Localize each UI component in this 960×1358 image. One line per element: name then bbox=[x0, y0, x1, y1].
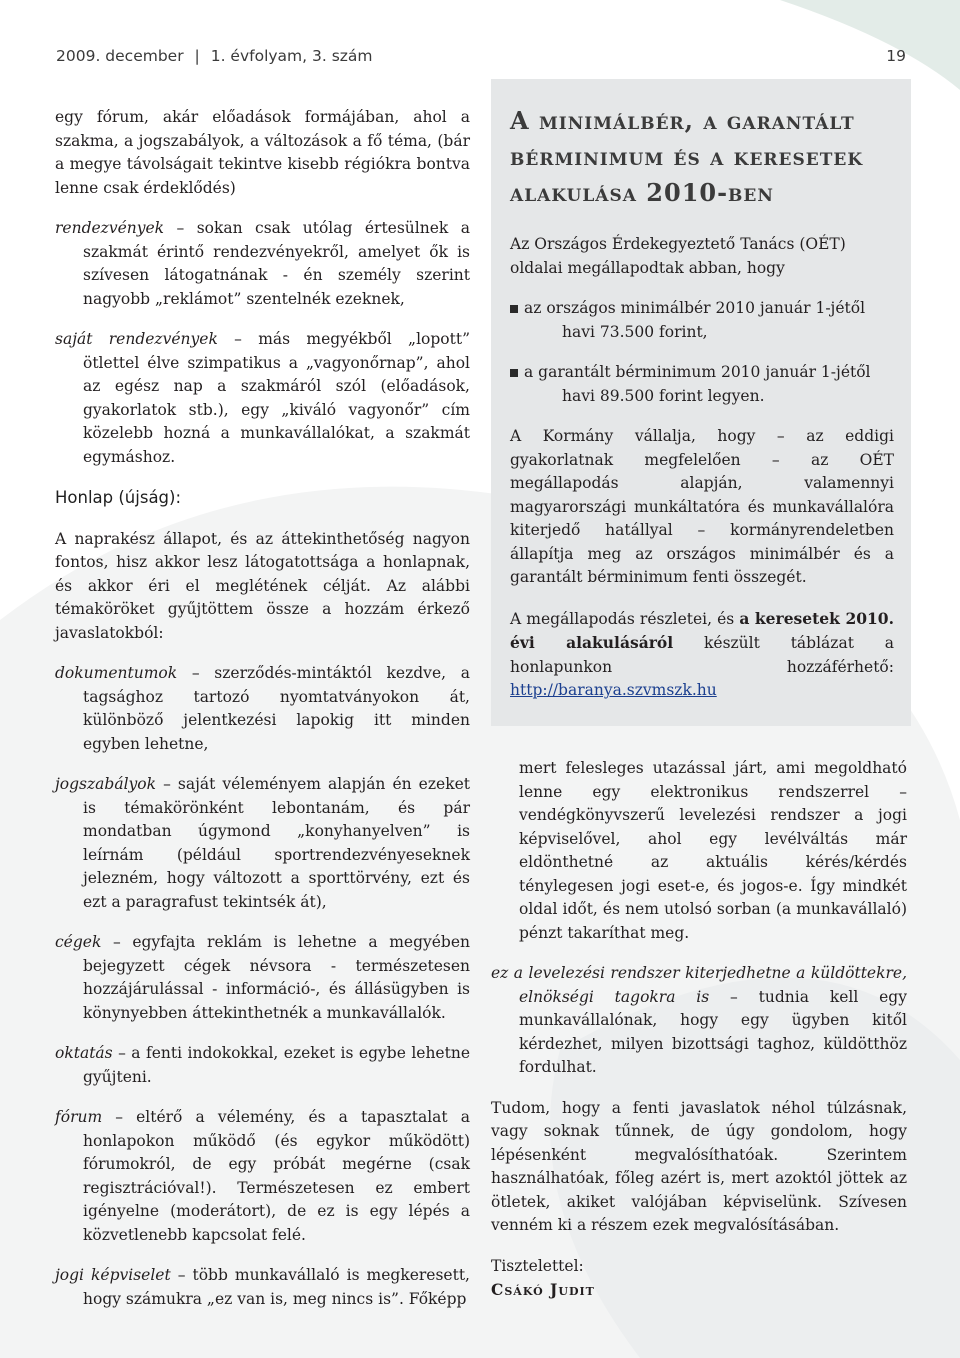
issue-info bbox=[56, 47, 373, 65]
item-term: oktatás bbox=[55, 1044, 113, 1062]
list-item bbox=[55, 217, 470, 311]
page-number: 19 bbox=[886, 47, 906, 65]
bullet-text-continued: havi 73.500 forint, bbox=[562, 322, 708, 341]
bullet-text: a garantált bérminimum 2010 január 1-jétől bbox=[524, 363, 871, 381]
closing-paragraph: Tudom, hogy a fenti javaslatok néhol túlzásnak, vagy soknak tűnnek, de úgy gondolom, hogy lépésenként megvalósíthatóak. Szerintem használhatóak, főleg azért is, mert azoktól jöttek az ötletek, akiket valójában képviselünk. Szívesen venném ki a részem ezek megvalósításában. bbox=[491, 1098, 907, 1234]
list-item bbox=[491, 962, 907, 1080]
box-title bbox=[510, 103, 894, 211]
box-intro: Az Országos Érdekegyeztető Tanács (OÉT) oldalai megállapodtak abban, hogy bbox=[510, 235, 846, 277]
item-term: jogszabályok bbox=[55, 775, 157, 793]
item-text: – eltérő a vélemény, és a tapasztalat a honlapokon működő (és egykor működött) fórumokról, de egy próbát megérne (csak regisztrációval!). Természetesen ez embert igényelne (moderátort), de ez is egy lépés a közvetlenebb kapcsolat felé. bbox=[83, 1108, 470, 1244]
item-term: jogi képviselet bbox=[55, 1266, 171, 1284]
box-paragraph: A Kormány vállalja, hogy – az eddigi gyakorlatnak megfelelően – az OÉT megállapodás alapján, valamennyi magyarországi munkáltatóra és munkavállalóra kiterjedő hatállyal – kormányrendeletben állapítja meg az országos minimálbér és a garantált bérminimum fenti összegét. bbox=[510, 427, 894, 586]
item-term: rendezvények bbox=[55, 219, 165, 237]
bullet-item bbox=[510, 297, 894, 344]
item-text: – több munkavállaló is megkeresett, hogy számukra „ez van is, meg nincs is”. Főképp bbox=[83, 1266, 470, 1308]
list-item bbox=[55, 328, 470, 469]
final-text-continued: készült táblázat a honlapunkon hozzáférhető: bbox=[510, 634, 895, 676]
item-text: – sokan csak utólag értesülnek a szakmát érintő rendezvényekről, amelyet ők is szívesen látogatnának - én személy szerint nagyobb „reklámot” szentelnék ezeknek, bbox=[83, 219, 470, 308]
item-term: ez a levelezési rendszer kiterjedhetne a küldöttekre, elnökségi tagokra is bbox=[491, 964, 907, 1006]
bullet-item bbox=[510, 361, 894, 408]
box-content bbox=[510, 103, 894, 720]
regards-text: Tisztelettel: bbox=[491, 1256, 584, 1275]
item-term: cégek bbox=[55, 933, 102, 951]
right-column bbox=[491, 757, 907, 1302]
final-text: A megállapodás részletei, és bbox=[510, 609, 740, 628]
list-item bbox=[55, 931, 470, 1025]
item-text: – tudnia kell egy munkavállalónak, hogy egy ügyben kitől kérdezhet, milyen bizottsági taghoz, küldötthöz fordulhat. bbox=[519, 987, 907, 1076]
issue-number: 1. évfolyam, 3. szám bbox=[210, 47, 373, 65]
continued-text: mert felesleges utazással járt, ami megoldható lenne egy elektronikus rendszerrel – vendégkönyvszerű levelezési rendszer a jogi képviselővel, ahol egy levélváltás már eldönthetné az aktuális kérés/kérdés ténylegesen jogi eset-e, és jogos-e. Így mindkét oldal időt, és nem utolsó sorban (a munkavállaló) pénzt takaríthat meg. bbox=[519, 759, 907, 942]
box-title-line: A minimálbér, a garantált bbox=[510, 106, 855, 135]
section-title: Honlap (újság): bbox=[55, 488, 182, 507]
left-column bbox=[55, 106, 470, 1328]
issue-date: 2009. december bbox=[56, 47, 184, 65]
square-bullet-icon bbox=[510, 369, 518, 377]
box-final-paragraph bbox=[510, 607, 894, 703]
minimum-wage-box bbox=[491, 79, 911, 726]
box-title-line: alakulása 2010-ben bbox=[510, 178, 774, 207]
list-item bbox=[55, 662, 470, 756]
list-item bbox=[55, 773, 470, 914]
page-header bbox=[56, 47, 906, 69]
square-bullet-icon bbox=[510, 305, 518, 313]
item-term: saját rendezvények bbox=[55, 330, 218, 348]
item-text: – saját véleményem alapján én ezeket is témakörönként lebontanám, és pár mondatban úgymond „konyhanyelven” is leírnám (például sportrendezvényeseknek jelezném, hogy változott a sporttörvény, ezt és ezt a paragrafust tekintsék át), bbox=[83, 775, 470, 911]
box-title-line: bérminimum és a keresetek bbox=[510, 142, 864, 171]
final-bold-text: a keresetek 2010. évi alakulásáról bbox=[510, 608, 894, 652]
section-text-continued: Az alábbi témaköröket gyűjtöttem össze a hozzám érkező javaslatokból: bbox=[55, 576, 470, 642]
section-text: A naprakész állapot, és az áttekinthetőség nagyon fontos, hisz akkor lesz látogatottsága a honlapnak, és akkor éri el meglétének célját. bbox=[55, 529, 470, 595]
section-paragraph bbox=[55, 528, 470, 646]
item-term: dokumentumok bbox=[55, 664, 178, 682]
item-text: – a fenti indokokkal, ezeket is egybe lehetne gyűjteni. bbox=[83, 1044, 470, 1086]
signature: Csákó Judit bbox=[491, 1280, 595, 1299]
list-item bbox=[55, 1106, 470, 1247]
item-text: – más megyékből „lopott” ötlettel élve szimpatikus a „vagyonőrnap”, ahol az egész nap a szakmáról szól (előadások, gyakorlatok stb.), egy „kiváló vagyonőr” cím közelebb hozná a munkavállalókat, a szakmát egymáshoz. bbox=[83, 330, 470, 466]
list-item bbox=[55, 1264, 470, 1311]
item-text: – egyfajta reklám is lehetne a megyében bejegyzett cégek névsora - természetesen hozzájárulással - információ-, és állásügyben is könynyebben áttekinthetnék a munkavállalók. bbox=[83, 933, 470, 1022]
list-item bbox=[55, 1042, 470, 1089]
intro-text: egy fórum, akár előadások formájában, ahol a szakma, a jogszabályok, a változások a fő téma, (bár a megye távolságait tekintve kisebb régiókra bontva lenne csak érdeklődés) bbox=[55, 108, 470, 197]
item-term: fórum bbox=[55, 1108, 103, 1126]
item-text: – szerződés-mintáktól kezdve, a tagsághoz tartozó nyomtatványokon át, különböző jelentkezési lapokig itt minden egyben lehetne, bbox=[83, 664, 470, 753]
website-link[interactable]: http://baranya.szvmszk.hu bbox=[510, 681, 717, 699]
bullet-text: az országos minimálbér 2010 január 1-jétől bbox=[524, 299, 866, 317]
bullet-text-continued: havi 89.500 forint legyen. bbox=[562, 386, 765, 405]
header-separator: | bbox=[194, 47, 200, 65]
